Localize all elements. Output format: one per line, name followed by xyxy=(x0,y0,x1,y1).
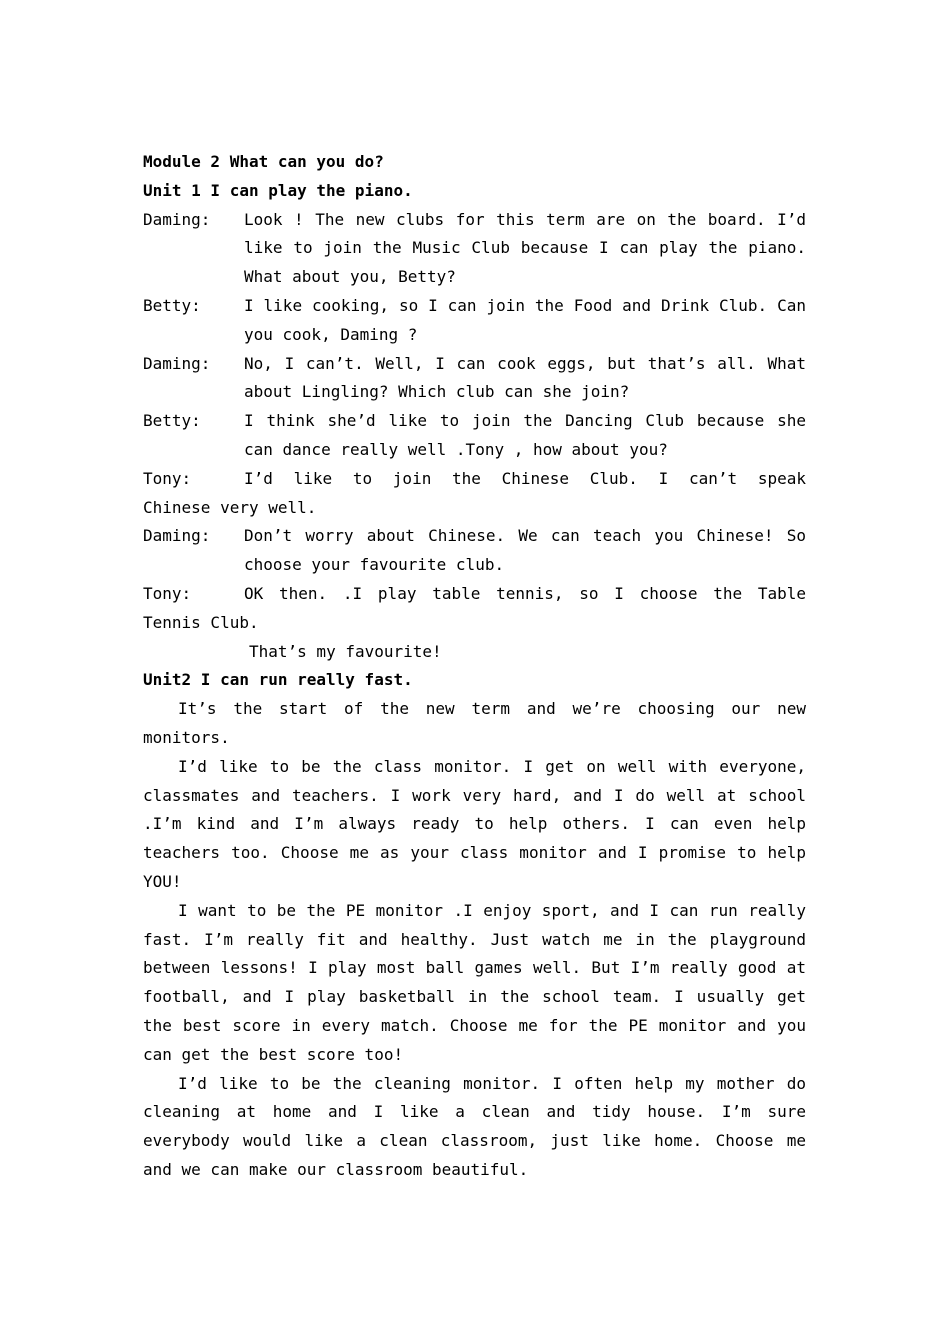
dialogue-line xyxy=(143,522,806,580)
dialogue-line xyxy=(143,350,806,408)
speech-text: Look ! The new clubs for this term are on the board. I’d like to join the Music Club because I can play the piano. What about you, Betty? xyxy=(244,209,806,287)
module-title: Module 2 What can you do? xyxy=(143,152,384,171)
speech-text: I like cooking, so I can join the Food and Drink Club. Can you cook, Daming ? xyxy=(244,295,806,344)
speech-third-line: That’s my favourite! xyxy=(249,641,442,661)
speaker-label: Tony: xyxy=(143,468,192,488)
speaker-label: Betty: xyxy=(143,295,201,315)
speech-text: OK then. .I play table tennis, so I choose the Table xyxy=(244,583,806,603)
speech-first-line xyxy=(143,580,806,609)
paragraph: I want to be the PE monitor .I enjoy sport, and I can run really fast. I’m really fit and healthy. Just watch me in the playground between lessons! I play most ball games well. But I’m really good at football, and I play basketball in the school team. I usually get the best score in every match. Choose me for the PE monitor and you can get the best score too! xyxy=(143,900,806,1064)
dialogue-line-tony-1 xyxy=(143,465,806,523)
dialogue-line xyxy=(143,206,806,292)
speaker-label: Daming: xyxy=(143,209,211,229)
speech-text: No, I can’t. Well, I can cook eggs, but that’s all. What about Lingling? Which club can she join? xyxy=(244,353,806,402)
speech-second-line: Chinese very well. xyxy=(143,497,317,517)
document-page xyxy=(143,148,806,1185)
speech-second-line: Tennis Club. xyxy=(143,612,259,632)
dialogue-line xyxy=(143,407,806,465)
paragraph: I’d like to be the cleaning monitor. I often help my mother do cleaning at home and I like a clean and tidy house. I’m sure everybody would like a clean classroom, just like home. Choose me and we can make our classroom beautiful. xyxy=(143,1073,806,1179)
speaker-label: Daming: xyxy=(143,353,211,373)
dialogue-line xyxy=(143,292,806,350)
speech-first-line xyxy=(143,465,806,494)
dialogue-line-tony-2 xyxy=(143,580,806,666)
speech-text: I think she’d like to join the Dancing Club because she can dance really well .Tony , how about you? xyxy=(244,411,806,459)
speaker-label: Betty: xyxy=(143,411,201,431)
speech-text: I’d like to join the Chinese Club. I can’t speak xyxy=(244,468,806,488)
paragraph: I’d like to be the class monitor. I get on well with everyone, classmates and teachers. I work very hard, and I do well at school .I’m kind and I’m always ready to help others. I can even help teachers too. Choose me as your class monitor and I promise to help YOU! xyxy=(143,756,806,891)
speaker-label: Tony: xyxy=(143,583,192,603)
speech-text: Don’t worry about Chinese. We can teach you Chinese! So choose your favourite club. xyxy=(244,526,806,575)
paragraph: It’s the start of the new term and we’re choosing our new monitors. xyxy=(143,699,806,747)
unit2-title: Unit2 I can run really fast. xyxy=(143,670,413,690)
speaker-label: Daming: xyxy=(143,526,211,546)
unit1-title: Unit 1 I can play the piano. xyxy=(143,180,413,200)
